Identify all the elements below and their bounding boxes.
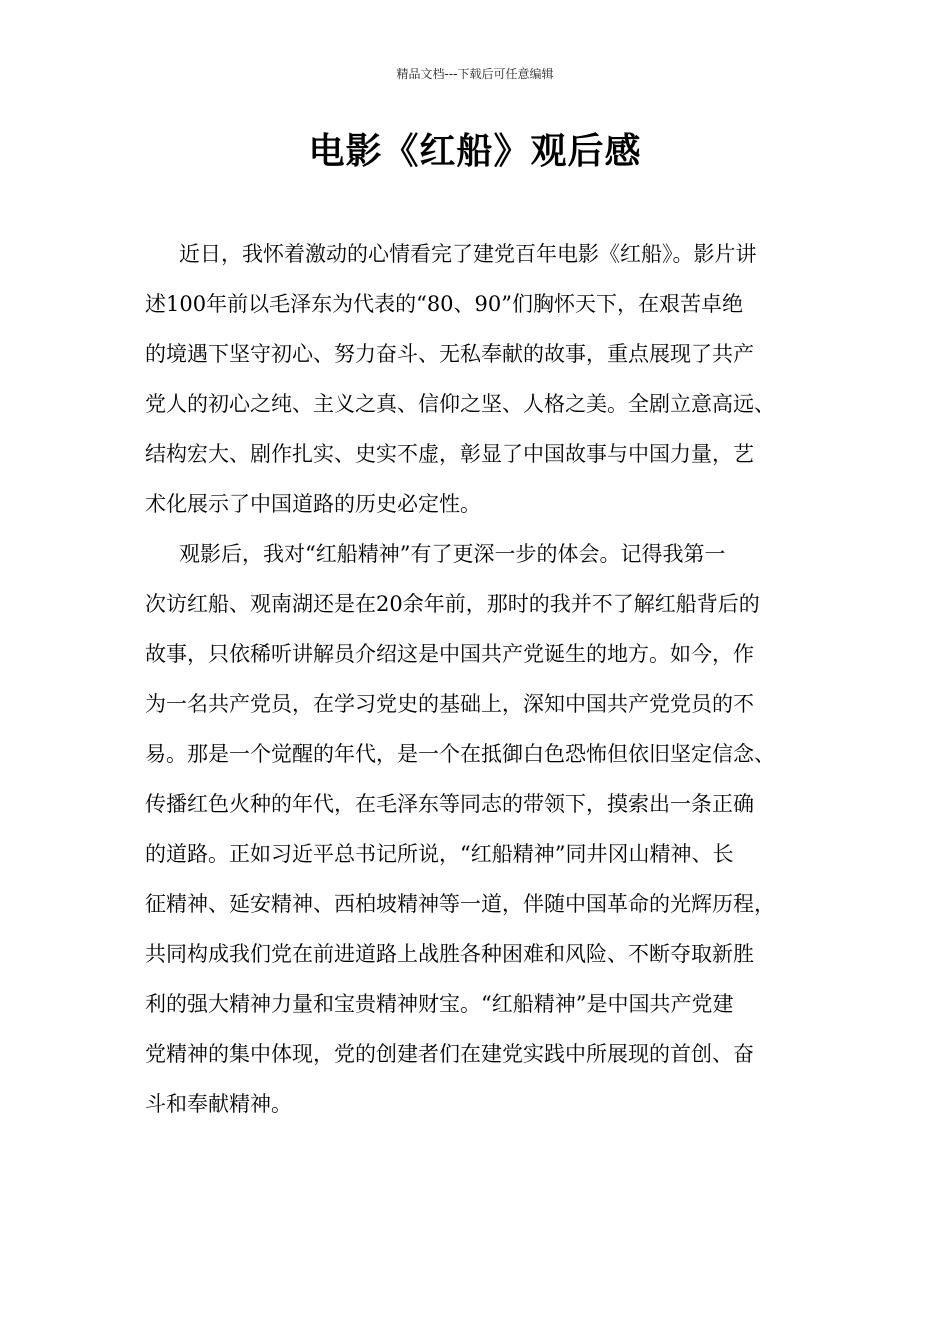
paragraph-line: 故事，只依稀听讲解员介绍这是中国共产党诞生的地方。如今，作 [145, 642, 754, 666]
paragraph-line: 利的强大精神力量和宝贵精神财宝。“红船精神”是中国共产党建 [145, 992, 734, 1016]
document-body [145, 229, 825, 1129]
paragraph-line: 为一名共产党员，在学习党史的基础上，深知中国共产党党员的不 [145, 692, 754, 716]
paragraph-line: 党精神的集中体现，党的创建者们在建党实践中所展现的首创、奋 [145, 1042, 754, 1066]
paragraph-line: 述100年前以毛泽东为代表的“80、90”们胸怀天下，在艰苦卓绝 [145, 292, 743, 316]
paragraph-line: 结构宏大、剧作扎实、史实不虚，彰显了中国故事与中国力量，艺 [145, 442, 754, 466]
page-header-note: 精品文档---下载后可任意编辑 [396, 67, 554, 81]
paragraph-line: 征精神、延安精神、西柏坡精神等一道，伴随中国革命的光辉历程， [145, 892, 775, 916]
document-title: 电影《红船》观后感 [308, 131, 642, 172]
paragraph-line: 传播红色火种的年代，在毛泽东等同志的带领下，摸索出一条正确 [145, 792, 754, 816]
paragraph-line: 术化展示了中国道路的历史必定性。 [145, 492, 481, 516]
paragraph-1 [145, 229, 825, 529]
paragraph-line: 的境遇下坚守初心、努力奋斗、无私奉献的故事，重点展现了共产 [145, 342, 754, 366]
paragraph-2 [145, 529, 825, 1129]
paragraph-line: 次访红船、观南湖还是在20余年前，那时的我并不了解红船背后的 [145, 592, 760, 616]
paragraph-line: 易。那是一个觉醒的年代，是一个在抵御白色恐怖但依旧坚定信念、 [145, 742, 775, 766]
paragraph-line: 党人的初心之纯、主义之真、信仰之坚、人格之美。全剧立意高远、 [145, 392, 775, 416]
paragraph-line: 斗和奉献精神。 [145, 1092, 292, 1116]
paragraph-line: 观影后，我对“红船精神”有了更深一步的体会。记得我第一 [179, 542, 726, 566]
paragraph-line: 共同构成我们党在前进道路上战胜各种困难和风险、不断夺取新胜 [145, 942, 754, 966]
paragraph-line: 的道路。正如习近平总书记所说，“红船精神”同井冈山精神、长 [145, 842, 734, 866]
paragraph-line: 近日，我怀着激动的心情看完了建党百年电影《红船》。影片讲 [179, 242, 757, 266]
